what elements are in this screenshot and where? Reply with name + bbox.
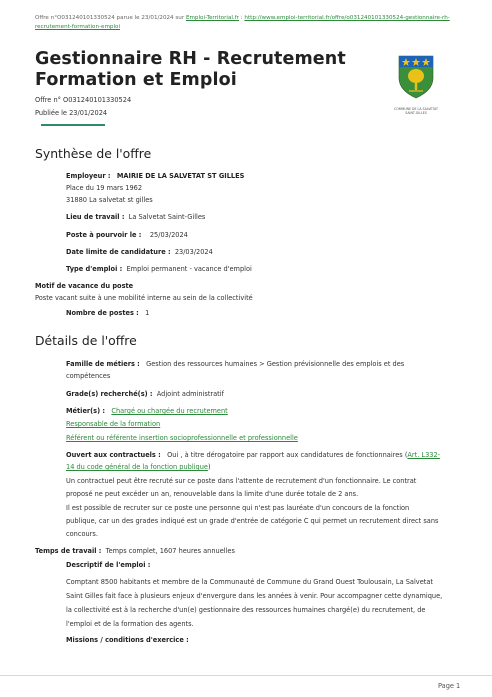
job-description-4: l'emploi et de la formation des agents.	[66, 620, 194, 628]
vacancy-reason-value: Poste vacant suite à une mobilité interne au sein de la collectivité	[35, 294, 253, 302]
employer-address-line-2: 31880 La salvetat st gilles	[66, 196, 153, 204]
footer-divider	[0, 675, 492, 676]
source-separator: :	[238, 15, 245, 21]
employer-value: MAIRIE DE LA SALVETAT ST GILLES	[116, 172, 245, 180]
work-time-row	[35, 547, 235, 556]
law-article-link-cont[interactable]: 14 du code général de la fonction publique	[66, 463, 208, 471]
law-article-link[interactable]: Art. L332-	[407, 451, 441, 459]
deadline-row	[66, 248, 213, 257]
job-description-2: Saint Gilles fait face à plusieurs enjeux d'envergure dans les années à venir. Pour accompagner cette dynamique,	[66, 592, 443, 600]
start-date-value: 25/03/2024	[149, 231, 188, 239]
source-prefix: Offre n°O031240101330524 parue le 23/01/2024 sur	[35, 15, 186, 21]
section-heading-details: Détails de l'offre	[35, 333, 137, 348]
job-link-training-row	[66, 420, 160, 429]
contract-text-4: publique, car un des grades indiqué est un grade d'entrée de catégorie C qui permet un recrutement direct sans	[66, 517, 439, 525]
vacancy-reason-label: Motif de vacance du poste	[35, 282, 134, 290]
job-description-1: Comptant 8500 habitants et membre de la Communauté de Commune du Grand Ouest Toulousain, La Salvetat	[66, 578, 433, 586]
job-link-recruitment[interactable]: Chargé ou chargée du recrutement	[111, 407, 228, 415]
site-link[interactable]: Emploi-Territorial.fr	[185, 15, 239, 21]
job-description-label: Descriptif de l'emploi :	[66, 561, 151, 569]
deadline-value: 23/03/2024	[174, 248, 213, 256]
deadline-label: Date limite de candidature :	[66, 248, 171, 256]
start-date-label: Poste à pourvoir le :	[66, 231, 142, 239]
positions-count-value: 1	[145, 309, 150, 317]
grade-label: Grade(s) recherché(s) :	[66, 390, 153, 398]
publication-date: Publiée le 23/01/2024	[35, 109, 108, 117]
employment-type-value: Emploi permanent - vacance d'emploi	[126, 265, 252, 273]
contract-text-1: Un contractuel peut être recruté sur ce poste dans l'attente de recrutement d'un fonctionnaire. Le contrat	[66, 477, 417, 485]
job-link-insertion-row	[66, 434, 298, 443]
contractual-label: Ouvert aux contractuels :	[66, 451, 161, 459]
contract-text-3: Il est possible de recruter sur ce poste une personne qui n'est pas lauréate d'un concours de la fonction	[66, 504, 410, 512]
offer-url-link[interactable]: http://www.emploi-territorial.fr/offre/o031240101330524-gestionnaire-rh-recrutement-formation-emploi	[35, 15, 450, 30]
job-link-insertion[interactable]: Référent ou référente insertion socioprofessionnelle et professionnelle	[66, 434, 298, 442]
employer-address-line-1: Place du 19 mars 1962	[66, 184, 143, 192]
work-time-value: Temps complet, 1607 heures annuelles	[105, 547, 235, 555]
workplace-label: Lieu de travail :	[66, 213, 125, 221]
contractual-close: )	[207, 463, 211, 471]
job-family-value-cont: compétences	[66, 372, 111, 380]
contractual-value: Oui , à titre dérogatoire par rapport aux candidatures de fonctionnaires (	[167, 451, 408, 459]
jobs-row	[66, 407, 228, 416]
job-family-label: Famille de métiers :	[66, 360, 140, 368]
contract-text-5: concours.	[66, 530, 98, 538]
title-accent-bar	[41, 124, 105, 126]
workplace-row	[66, 213, 205, 222]
section-heading-synthese: Synthèse de l'offre	[35, 146, 152, 161]
contractual-row	[66, 451, 440, 460]
positions-count-row	[66, 309, 149, 318]
page-title: Gestionnaire RH - Recrutement Formation et Emploi	[35, 49, 346, 90]
grade-value: Adjoint administratif	[156, 390, 224, 398]
workplace-value: La Salvetat Saint-Gilles	[128, 213, 206, 221]
source-line	[35, 14, 465, 32]
employment-type-row	[66, 265, 252, 274]
crest-caption: COMMUNE DE LA SALVETAT SAINT-GILLES	[394, 107, 438, 115]
work-time-label: Temps de travail :	[35, 547, 102, 555]
grade-row	[66, 390, 224, 399]
start-date-row	[66, 231, 188, 240]
jobs-label: Métier(s) :	[66, 407, 106, 415]
job-link-training[interactable]: Responsable de la formation	[66, 420, 161, 428]
employer-row	[66, 172, 244, 181]
job-description-3: la collectivité est à la recherche d'un(e) gestionnaire des ressources humaines chargé(e) du recrutement, de	[66, 606, 426, 614]
employer-label: Employeur :	[66, 172, 111, 180]
offer-reference: Offre n° O031240101330524	[35, 96, 132, 104]
missions-label: Missions / conditions d'exercice :	[66, 636, 189, 644]
job-family-value: Gestion des ressources humaines > Gestion prévisionnelle des emplois et des	[146, 360, 405, 368]
page-number: Page 1	[438, 682, 461, 690]
job-family-row	[66, 360, 404, 369]
law-article-link-cont-row	[66, 463, 211, 472]
contract-text-2: proposé ne peut excéder un an, renouvelable dans la limite d'une durée totale de 2 ans.	[66, 490, 359, 498]
employment-type-label: Type d'emploi :	[66, 265, 123, 273]
positions-count-label: Nombre de postes :	[66, 309, 139, 317]
